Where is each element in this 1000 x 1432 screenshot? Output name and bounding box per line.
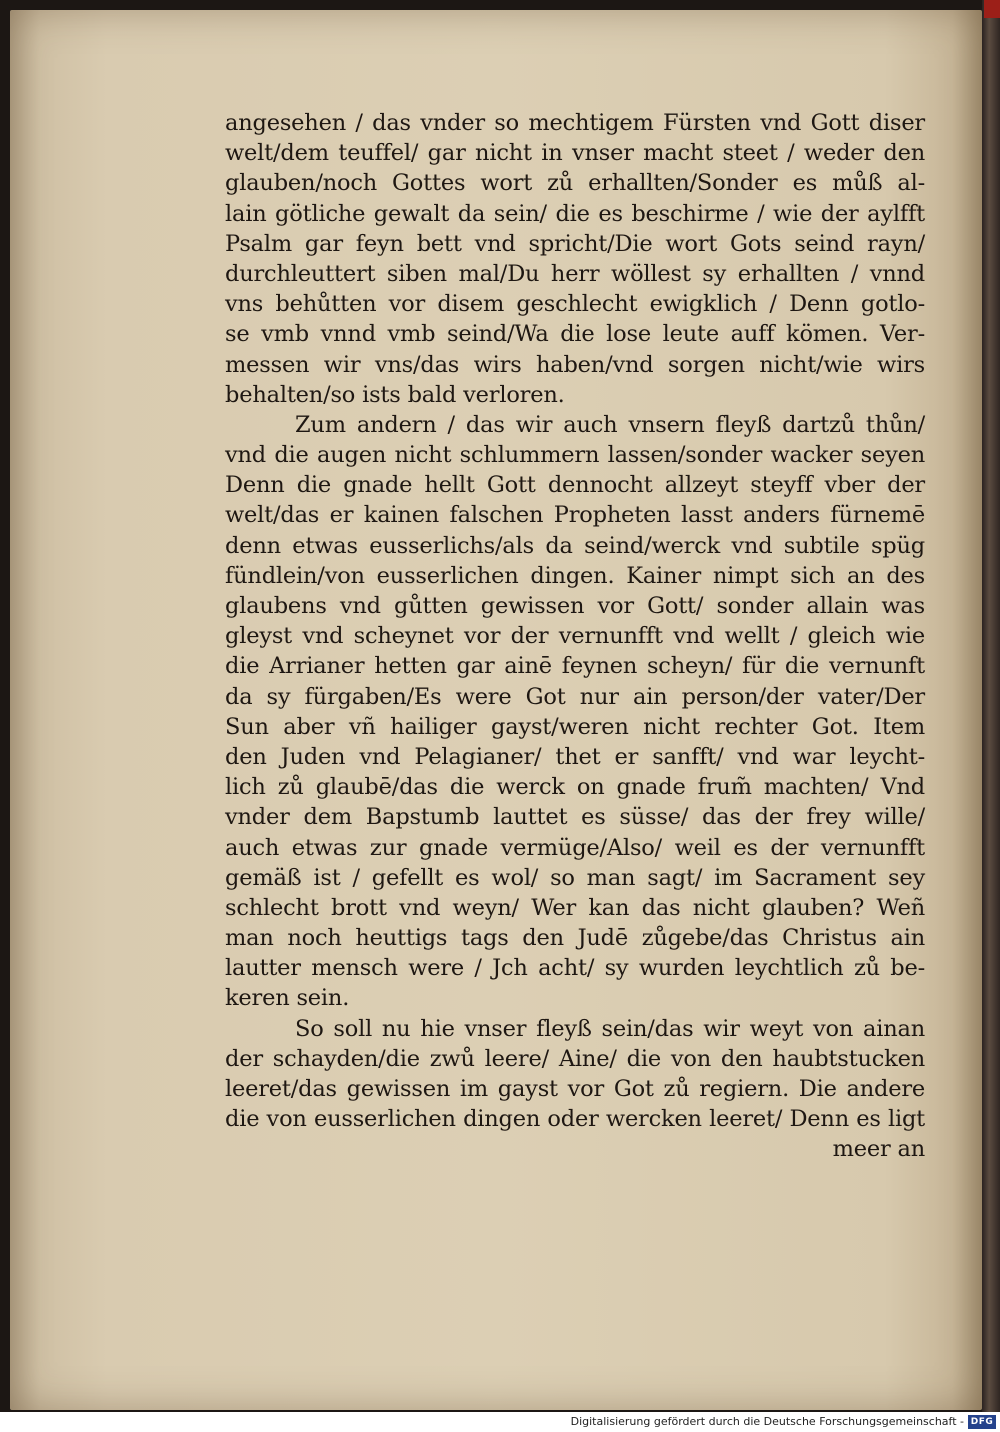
text-line: lain götliche gewalt da sein/ die es beschirme / wie der aylfft — [225, 200, 925, 227]
text-line: messen wir vns/das wirs haben/vnd sorgen nicht/wie wirs — [225, 351, 925, 378]
text-line: glaubens vnd gůtten gewissen vor Gott/ sonder allain was — [225, 593, 925, 619]
text-line: lautter mensch were / Jch acht/ sy wurden leychtlich zů be- — [225, 955, 925, 982]
page-text-block — [225, 108, 925, 1165]
text-line: vnd die augen nicht schlummern lassen/sonder wacker seyen — [225, 442, 925, 469]
text-line: Sun aber vñ hailiger gayst/weren nicht rechter Got. Item — [225, 713, 925, 740]
text-line: Zum andern / das wir auch vnsern fleyß dartzů thůn/ — [295, 411, 925, 438]
text-line: vns behůtten vor disem geschlecht ewigklich / Denn gotlo- — [225, 291, 925, 318]
text-line: lich zů glaubē/das die werck on gnade frum̃ machten/ Vnd — [225, 774, 925, 801]
text-line: vnder dem Bapstumb lauttet es süsse/ das der frey wille/ — [225, 804, 925, 831]
dfg-logo: DFG — [968, 1415, 996, 1429]
text-line: durchleuttert siben mal/Du herr wöllest sy erhallten / vnnd — [225, 260, 925, 287]
text-line: gemäß ist / gefellt es wol/ so man sagt/ im Sacrament sey — [225, 864, 925, 891]
footer-bar — [0, 1412, 1000, 1432]
page-edge — [982, 0, 1000, 1412]
text-line: die von eusserlichen dingen oder wercken leeret/ Denn es ligt — [225, 1106, 925, 1133]
text-line: welt/dem teuffel/ gar nicht in vnser macht steet / weder den — [225, 140, 925, 167]
text-line: fündlein/von eusserlichen dingen. Kainer nimpt sich an des — [225, 562, 925, 589]
text-line: da sy fürgaben/Es were Got nur ain person/der vater/Der — [225, 683, 925, 710]
catchword: meer an — [832, 1136, 925, 1163]
text-line: denn etwas eusserlichs/als da seind/werck vnd subtile spüg — [225, 532, 925, 559]
footer-credit: Digitalisierung gefördert durch die Deutsche Forschungsgemeinschaft - — [570, 1415, 964, 1428]
text-line: keren sein. — [225, 985, 350, 1012]
text-line: glauben/noch Gottes wort zů erhallten/Sonder es můß al- — [225, 170, 925, 197]
text-line: die Arrianer hetten gar ainē feynen scheyn/ für die vernunft — [225, 653, 925, 680]
text-line: So soll nu hie vnser fleyß sein/das wir weyt von ainan — [295, 1015, 925, 1042]
text-line: der schayden/die zwů leere/ Aine/ die von den haubtstucken — [225, 1045, 925, 1072]
text-line: Psalm gar feyn bett vnd spricht/Die wort Gots seind rayn/ — [225, 230, 925, 257]
book-page — [10, 10, 982, 1410]
binding-edge — [984, 0, 1000, 18]
text-line: Denn die gnade hellt Gott dennocht allzeyt steyff vber der — [225, 472, 925, 499]
text-line: den Juden vnd Pelagianer/ thet er sanfft/ vnd war leycht- — [225, 743, 925, 770]
text-line: schlecht brott vnd weyn/ Wer kan das nicht glauben? Weñ — [225, 894, 925, 921]
text-line: se vmb vnnd vmb seind/Wa die lose leute auff kömen. Ver- — [225, 321, 925, 348]
text-line: auch etwas zur gnade vermüge/Also/ weil es der vernunfft — [225, 834, 925, 861]
text-line: gleyst vnd scheynet vor der vernunfft vnd wellt / gleich wie — [225, 623, 925, 650]
text-line: behalten/so ists bald verloren. — [225, 381, 565, 408]
text-line: leeret/das gewissen im gayst vor Got zů regiern. Die andere — [225, 1076, 925, 1102]
text-line: man noch heuttigs tags den Judē zůgebe/das Christus ain — [225, 925, 925, 952]
text-line: welt/das er kainen falschen Propheten lasst anders fürnemē — [225, 502, 925, 529]
text-line: angesehen / das vnder so mechtigem Fürsten vnd Gott diser — [225, 110, 925, 136]
